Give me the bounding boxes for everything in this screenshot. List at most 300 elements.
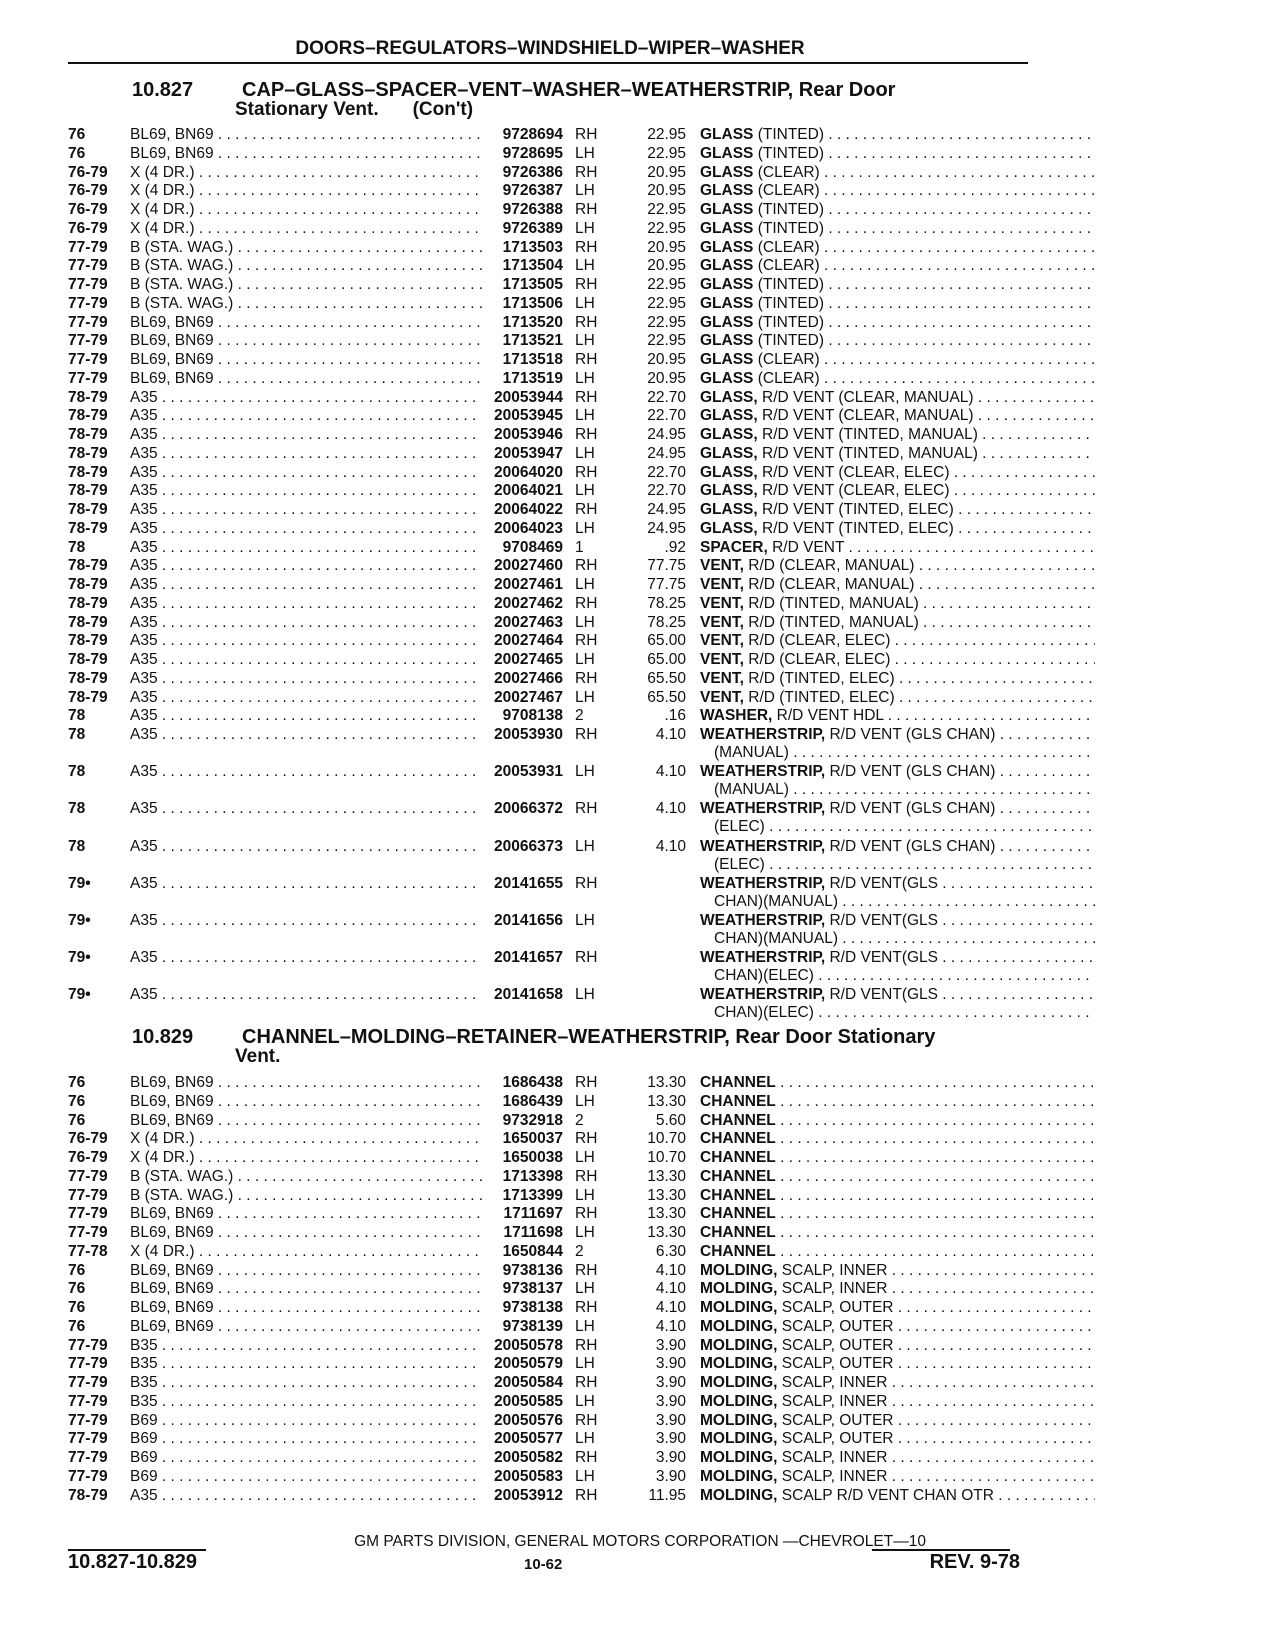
quantity: RH (575, 1449, 598, 1466)
model: B (STA. WAG.) . . . (130, 239, 482, 257)
part-number: 1686438 (502, 1074, 563, 1091)
price: 13.30 (647, 1224, 686, 1241)
quantity: LH (575, 444, 595, 462)
part-number: 1713503 (502, 238, 563, 256)
model: X (4 DR.) . . . (130, 164, 482, 182)
model: A35 . . . (130, 986, 482, 1004)
model-year: 78-79 (68, 613, 108, 631)
description (700, 800, 1095, 836)
part-number: 9728694 (502, 126, 563, 143)
description-detail: R/D (TINTED, MANUAL) (743, 613, 919, 631)
part-number: 20066373 (494, 837, 563, 855)
part-number: 20027462 (494, 594, 563, 612)
model-year: 76 (68, 1317, 86, 1335)
part-number: 20053912 (494, 1486, 563, 1504)
price: 77.75 (647, 576, 686, 593)
quantity: RH (575, 238, 598, 256)
table-row (68, 1112, 1028, 1131)
description (700, 595, 1095, 613)
price: 3.90 (655, 1449, 686, 1466)
model-year: 78-79 (68, 576, 108, 593)
price: 6.30 (655, 1242, 686, 1260)
description-keyword: GLASS (700, 144, 754, 162)
price: 22.95 (647, 313, 686, 331)
part-number: 9738136 (502, 1261, 563, 1279)
table-row (68, 1262, 1028, 1281)
quantity: LH (575, 219, 595, 237)
description (700, 1168, 1095, 1186)
description (700, 1355, 1095, 1373)
price: 22.95 (647, 201, 686, 218)
description-detail: (CLEAR) (753, 163, 820, 181)
description (700, 426, 1095, 444)
quantity: RH (575, 1486, 598, 1504)
part-number: 1713398 (502, 1167, 563, 1185)
description-detail: R/D (TINTED, ELEC) (743, 688, 895, 706)
model: A35 . . . (130, 875, 482, 893)
model-year: 78 (68, 707, 86, 725)
description (700, 145, 1095, 163)
description-detail: R/D VENT (GLS CHAN) (825, 837, 996, 855)
table-row (68, 276, 1028, 295)
model-year: 78 (68, 538, 86, 556)
section-heading: CAP–GLASS–SPACER–VENT–WASHER–WEATHERSTRIP, Rear Door (242, 79, 896, 101)
model-year: 76-79 (68, 219, 108, 237)
part-number: 20050579 (494, 1355, 563, 1373)
quantity: LH (575, 482, 595, 500)
description-detail: R/D (CLEAR, ELEC) (743, 651, 891, 668)
model: A35 . . . (130, 445, 482, 463)
price: 20.95 (647, 238, 686, 256)
description (700, 1318, 1095, 1336)
part-number: 9708138 (502, 707, 563, 725)
description-line2: (ELEC) . . . (700, 818, 1095, 836)
model-year: 77-79 (68, 1467, 108, 1485)
model: B (STA. WAG.) . . . (130, 276, 482, 294)
price: 77.75 (647, 557, 686, 575)
quantity: RH (575, 388, 598, 406)
description (700, 1374, 1095, 1392)
part-number: 9726388 (502, 201, 563, 218)
table-row (68, 614, 1028, 633)
description-detail: SCALP, INNER (777, 1374, 888, 1391)
model-year: 77-79 (68, 1336, 108, 1354)
model: X (4 DR.) . . . (130, 1149, 482, 1167)
quantity: RH (575, 557, 598, 575)
description-keyword: WEATHERSTRIP, (700, 874, 826, 892)
description-keyword: WEATHERSTRIP, (700, 986, 826, 1004)
price: 22.95 (647, 219, 686, 237)
description-detail: R/D VENT(GLS (825, 874, 938, 892)
description-keyword: CHANNEL (700, 1149, 776, 1166)
description-detail: R/D VENT (GLS CHAN) (825, 800, 996, 818)
price: 22.70 (647, 482, 686, 500)
description (700, 726, 1095, 762)
table-row (68, 295, 1028, 314)
description (700, 1449, 1095, 1467)
model: X (4 DR.) . . . (130, 1130, 482, 1148)
model-year: 77-79 (68, 1224, 108, 1241)
model: X (4 DR.) . . . (130, 201, 482, 219)
description (700, 1337, 1095, 1355)
model: B69 . . . (130, 1430, 482, 1448)
description-detail: R/D VENT(GLS (825, 986, 938, 1004)
model: A35 . . . (130, 614, 482, 632)
description-keyword: GLASS, (700, 444, 758, 462)
quantity: RH (575, 669, 598, 687)
description-detail: SCALP, INNER (777, 1449, 888, 1466)
description (700, 1262, 1095, 1280)
description-keyword: WEATHERSTRIP, (700, 726, 826, 743)
description-keyword: MOLDING, (700, 1317, 778, 1335)
model: BL69, BN69 . . . (130, 1205, 482, 1223)
model-year: 76 (68, 126, 86, 143)
description-keyword: CHANNEL (700, 1074, 776, 1091)
table-row (68, 182, 1028, 201)
quantity: RH (575, 163, 598, 181)
price: 13.30 (647, 1092, 686, 1110)
table-row (68, 1412, 1028, 1431)
price: 10.70 (647, 1149, 686, 1166)
model-year: 78-79 (68, 463, 108, 481)
description (700, 1280, 1095, 1298)
table-row (68, 875, 1028, 912)
table-row (68, 1355, 1028, 1374)
parts-table-10827 (68, 126, 1028, 1024)
table-row (68, 1280, 1028, 1299)
description (700, 949, 1095, 985)
description (700, 257, 1095, 275)
description-keyword: CHANNEL (700, 1224, 776, 1241)
table-row (68, 1318, 1028, 1337)
description (700, 351, 1095, 369)
model-year: 77-79 (68, 1186, 108, 1204)
part-number: 20141657 (494, 949, 563, 967)
quantity: RH (575, 726, 598, 743)
description-keyword: WEATHERSTRIP, (700, 800, 826, 818)
model: A35 . . . (130, 426, 482, 444)
description-detail: (TINTED) (753, 219, 825, 237)
model-year: 76 (68, 144, 86, 162)
model: X (4 DR.) . . . (130, 220, 482, 238)
description (700, 332, 1095, 350)
footer-section-range: 10.827-10.829 (68, 1551, 198, 1573)
table-row (68, 332, 1028, 351)
part-number: 20050577 (494, 1430, 563, 1448)
part-number: 1711698 (503, 1224, 563, 1241)
quantity: RH (575, 1074, 598, 1091)
table-row (68, 576, 1028, 595)
model-year: 78-79 (68, 407, 108, 425)
table-row (68, 557, 1028, 576)
description (700, 1487, 1095, 1505)
table-row (68, 800, 1028, 837)
part-number: 20053946 (494, 426, 563, 443)
model: A35 . . . (130, 389, 482, 407)
quantity: RH (575, 1411, 598, 1429)
model-year: 78-79 (68, 501, 108, 518)
model-year: 77-79 (68, 351, 108, 368)
model-year: 76 (68, 1280, 86, 1298)
model: BL69, BN69 . . . (130, 145, 482, 163)
description (700, 314, 1095, 332)
table-row (68, 314, 1028, 333)
model-year: 77-79 (68, 1449, 108, 1466)
description-keyword: VENT, (700, 557, 744, 575)
description (700, 182, 1095, 200)
description-detail: (TINTED) (753, 313, 825, 331)
part-number: 1650844 (502, 1242, 563, 1260)
price: 22.70 (647, 407, 686, 425)
description-keyword: MOLDING, (700, 1486, 778, 1504)
model: A35 . . . (130, 1487, 482, 1505)
model: A35 . . . (130, 632, 482, 650)
description (700, 520, 1095, 538)
price: .16 (664, 707, 686, 725)
quantity: LH (575, 1186, 595, 1204)
quantity: 1 (575, 538, 584, 556)
description-detail: R/D VENT (TINTED, MANUAL) (757, 426, 978, 443)
quantity: RH (575, 1205, 598, 1223)
description-detail: SCALP, OUTER (777, 1336, 894, 1354)
description-keyword: GLASS (700, 163, 754, 181)
quantity: LH (575, 1430, 595, 1448)
part-number: 20053931 (494, 763, 563, 781)
quantity: RH (575, 313, 598, 331)
quantity: LH (575, 332, 595, 350)
description-detail: R/D VENT(GLS (825, 949, 938, 967)
description-detail: R/D VENT HDL (772, 707, 884, 725)
price: 20.95 (647, 182, 686, 200)
price: 3.90 (655, 1336, 686, 1354)
price: 4.10 (655, 1280, 686, 1298)
part-number: 1713506 (502, 294, 563, 312)
model: BL69, BN69 . . . (130, 351, 482, 369)
part-number: 1713520 (502, 313, 563, 331)
table-row (68, 670, 1028, 689)
description-detail: SCALP, OUTER (777, 1317, 894, 1335)
description-line2: CHAN)(MANUAL) . . . (700, 893, 1095, 911)
part-number: 9738139 (502, 1317, 563, 1335)
description-keyword: WEATHERSTRIP, (700, 911, 826, 929)
table-row (68, 370, 1028, 389)
part-number: 9708469 (502, 538, 563, 556)
description (700, 1149, 1095, 1167)
model: B (STA. WAG.) . . . (130, 257, 482, 275)
quantity: LH (575, 182, 595, 200)
description-detail: SCALP, OUTER (777, 1411, 894, 1429)
quantity: LH (575, 294, 595, 312)
model-year: 77-79 (68, 332, 108, 350)
description (700, 220, 1095, 238)
description (700, 1412, 1095, 1430)
model-year: 76-79 (68, 1130, 108, 1148)
description (700, 651, 1095, 669)
price: 3.90 (655, 1355, 686, 1373)
part-number: 1711697 (503, 1205, 563, 1223)
description (700, 576, 1095, 594)
model: A35 . . . (130, 482, 482, 500)
part-number: 20064020 (494, 463, 563, 481)
quantity: LH (575, 407, 595, 425)
description-keyword: MOLDING, (700, 1430, 778, 1448)
description (700, 986, 1095, 1022)
part-number: 9728695 (502, 144, 563, 162)
table-row (68, 126, 1028, 145)
description-keyword: VENT, (700, 669, 744, 687)
description (700, 1430, 1095, 1448)
table-row (68, 520, 1028, 539)
footer-page-number: 10-62 (524, 1556, 563, 1573)
table-row (68, 595, 1028, 614)
price: 22.95 (647, 144, 686, 162)
price: 22.70 (647, 463, 686, 481)
table-row (68, 164, 1028, 183)
part-number: 20064023 (494, 519, 563, 537)
description (700, 1243, 1095, 1261)
price: 78.25 (647, 594, 686, 612)
description-line2: CHAN)(MANUAL) . . . (700, 930, 1095, 948)
table-row (68, 1187, 1028, 1206)
description (700, 1112, 1095, 1130)
model: B69 . . . (130, 1449, 482, 1467)
continued-label: (Con't) (412, 99, 474, 120)
description (700, 912, 1095, 948)
description (700, 1093, 1095, 1111)
quantity: RH (575, 201, 598, 218)
description-keyword: GLASS (700, 332, 754, 350)
section-heading-line2: Vent. (235, 1046, 281, 1067)
description (700, 407, 1095, 425)
table-row (68, 1149, 1028, 1168)
description (700, 670, 1095, 688)
table-row (68, 220, 1028, 239)
part-number: 9738138 (502, 1299, 563, 1316)
part-number: 9732918 (502, 1111, 563, 1129)
model: BL69, BN69 . . . (130, 1224, 482, 1242)
table-row (68, 1130, 1028, 1149)
description-detail: R/D VENT (CLEAR, ELEC) (757, 463, 950, 481)
price: 13.30 (647, 1167, 686, 1185)
model-year: 77-79 (68, 1374, 108, 1391)
price: 24.95 (647, 444, 686, 462)
price: 20.95 (647, 163, 686, 181)
model: BL69, BN69 . . . (130, 370, 482, 388)
price: 22.95 (647, 332, 686, 350)
price: 4.10 (655, 763, 686, 781)
price: 3.90 (655, 1411, 686, 1429)
description (700, 614, 1095, 632)
quantity: LH (575, 1224, 595, 1241)
model-year: 77-78 (68, 1242, 108, 1260)
description-keyword: MOLDING, (700, 1374, 778, 1391)
part-number: 1686439 (502, 1092, 563, 1110)
description-line2: (ELEC) . . . (700, 856, 1095, 874)
part-number: 9726387 (502, 182, 563, 200)
model: BL69, BN69 . . . (130, 1093, 482, 1111)
quantity: LH (575, 986, 595, 1004)
table-row (68, 426, 1028, 445)
model: A35 . . . (130, 651, 482, 669)
quantity: RH (575, 1167, 598, 1185)
part-number: 20027460 (494, 557, 563, 575)
model: A35 . . . (130, 407, 482, 425)
description-keyword: CHANNEL (700, 1205, 776, 1223)
model: BL69, BN69 . . . (130, 332, 482, 350)
model: A35 . . . (130, 501, 482, 519)
price: 24.95 (647, 519, 686, 537)
part-number: 20027461 (494, 576, 563, 593)
quantity: RH (575, 501, 598, 518)
table-row (68, 351, 1028, 370)
table-row (68, 407, 1028, 426)
table-row (68, 838, 1028, 875)
model-year: 78-79 (68, 651, 108, 668)
part-number: 20027464 (494, 632, 563, 650)
table-row (68, 726, 1028, 763)
table-row (68, 145, 1028, 164)
description-keyword: GLASS (700, 126, 754, 143)
description-keyword: GLASS, (700, 501, 758, 518)
quantity: RH (575, 1374, 598, 1391)
quantity: RH (575, 874, 598, 892)
model-year: 76 (68, 1092, 86, 1110)
quantity: RH (575, 126, 598, 143)
description-detail: (CLEAR) (753, 257, 820, 275)
description-line2: CHAN)(ELEC) . . . (700, 1004, 1095, 1022)
part-number: 20050584 (494, 1374, 563, 1391)
table-row (68, 707, 1028, 726)
part-number: 20050585 (494, 1392, 563, 1410)
description-line2: CHAN)(ELEC) . . . (700, 967, 1095, 985)
table-row (68, 949, 1028, 986)
model-year: 77-79 (68, 1411, 108, 1429)
quantity: LH (575, 1355, 595, 1373)
part-number: 9726386 (502, 163, 563, 181)
price: 20.95 (647, 369, 686, 387)
description (700, 295, 1095, 313)
price: 13.30 (647, 1074, 686, 1091)
description (700, 126, 1095, 144)
model-year: 76 (68, 1299, 86, 1316)
model: A35 . . . (130, 670, 482, 688)
description-keyword: CHANNEL (700, 1167, 776, 1185)
part-number: 9726389 (502, 219, 563, 237)
footer-publisher: GM PARTS DIVISION, GENERAL MOTORS CORPORATION —CHEVROLET—10 (354, 1533, 926, 1550)
quantity: LH (575, 144, 595, 162)
description-keyword: GLASS (700, 257, 754, 275)
model-year: 77-79 (68, 313, 108, 331)
description (700, 539, 1095, 557)
quantity: RH (575, 1130, 598, 1148)
description-detail: R/D (CLEAR, MANUAL) (743, 557, 915, 575)
model: A35 . . . (130, 800, 482, 818)
part-number: 20027467 (494, 688, 563, 706)
table-row (68, 1430, 1028, 1449)
part-number: 20053944 (494, 388, 563, 406)
description (700, 445, 1095, 463)
model: BL69, BN69 . . . (130, 126, 482, 144)
part-number: 20053947 (494, 444, 563, 462)
price: 65.00 (647, 632, 686, 650)
model: X (4 DR.) . . . (130, 1243, 482, 1261)
price: 20.95 (647, 257, 686, 275)
part-number: 20053930 (494, 726, 563, 743)
model-year: 76 (68, 1261, 86, 1279)
description (700, 1130, 1095, 1148)
description-keyword: MOLDING, (700, 1299, 778, 1316)
model: A35 . . . (130, 595, 482, 613)
